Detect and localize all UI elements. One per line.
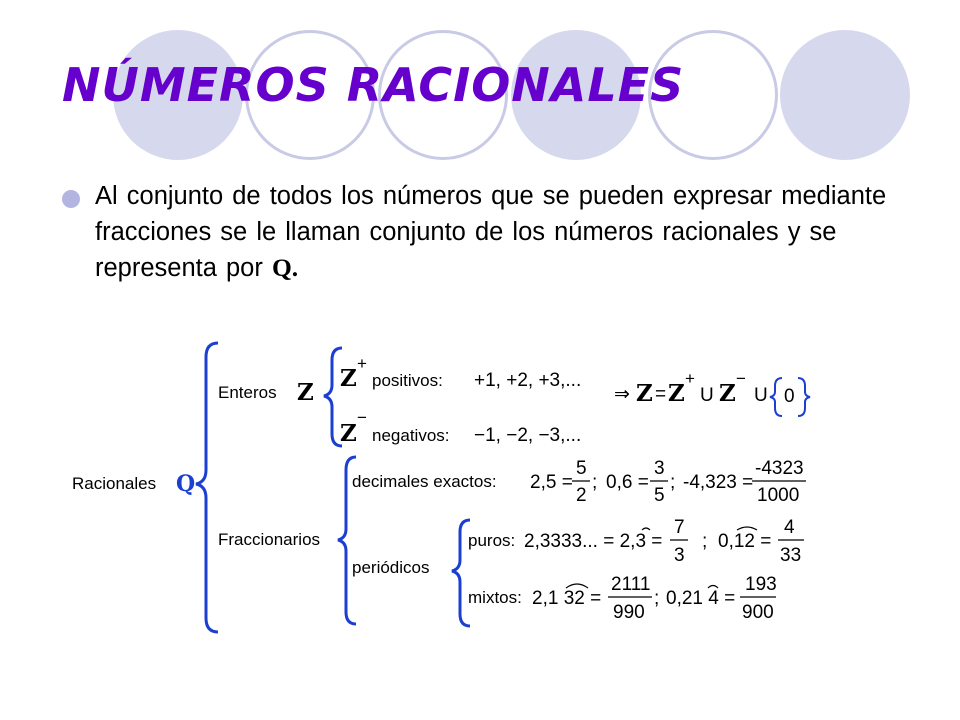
- main-brace: [196, 343, 218, 632]
- racionales-label: Racionales: [72, 474, 157, 493]
- periodicos-label: periódicos: [352, 558, 430, 577]
- zero-set-left-brace: [770, 378, 782, 416]
- minus-superscript-union: −: [736, 369, 746, 388]
- puros-period-arc1: [642, 528, 650, 530]
- dec1-num: 5: [576, 458, 587, 479]
- dec1-den: 2: [576, 485, 587, 506]
- dec2-left: 0,6 =: [606, 472, 649, 493]
- mixtos-expr2: 0,21 4 =: [666, 588, 736, 609]
- implies-icon: ⇒: [614, 384, 630, 405]
- puros-den2: 33: [780, 545, 802, 566]
- mixtos-num1: 2111: [611, 574, 651, 595]
- mixtos-num2: 193: [745, 574, 777, 595]
- dec3-left: -4,323 =: [683, 472, 754, 493]
- dec2-num: 3: [654, 458, 665, 479]
- z-set-symbol: Z: [297, 379, 314, 406]
- puros-den1: 3: [674, 545, 685, 566]
- mixtos-label: mixtos:: [468, 588, 522, 607]
- z-union-symbol: Z: [636, 380, 653, 407]
- mixtos-den2: 900: [742, 602, 774, 623]
- mixtos-expr1: 2,1 32 =: [532, 588, 602, 609]
- negativos-label: negativos:: [372, 426, 450, 445]
- bullet-body: Al conjunto de todos los números que se pueden expresar mediante fracciones se le llaman conjunto de los números racionales y se representa por: [95, 182, 887, 282]
- z-plus-union: Z: [668, 380, 685, 407]
- dec1-left: 2,5 =: [530, 472, 573, 493]
- dec2-den: 5: [654, 485, 665, 506]
- mixtos-semicolon: ;: [654, 588, 660, 609]
- puros-period-arc2: [737, 527, 757, 530]
- z-minus-union: Z: [719, 380, 736, 407]
- dec1-semicolon: ;: [592, 472, 598, 493]
- fraccionarios-label: Fraccionarios: [218, 530, 321, 549]
- puros-label: puros:: [468, 531, 516, 550]
- z-minus-symbol: Z: [340, 420, 357, 447]
- positivos-values: +1, +2, +3,...: [474, 370, 582, 391]
- union-equals: =: [655, 384, 667, 405]
- dec3-den: 1000: [757, 485, 800, 506]
- mixtos-den1: 990: [613, 602, 645, 623]
- puros-num1: 7: [674, 517, 685, 538]
- z-plus-symbol: Z: [340, 365, 357, 392]
- zero-element: 0: [784, 386, 795, 407]
- q-symbol: Q.: [271, 253, 299, 282]
- positivos-label: positivos:: [372, 371, 443, 390]
- puros-semicolon: ;: [702, 531, 708, 552]
- slide-title: NÚMEROS RACIONALES: [62, 58, 685, 112]
- negativos-values: −1, −2, −3,...: [474, 425, 582, 446]
- puros-expr2: 0,12 =: [718, 531, 772, 552]
- dec3-num: -4323: [755, 458, 804, 479]
- plus-superscript-union: +: [685, 369, 695, 388]
- decimales-label: decimales exactos:: [352, 472, 497, 491]
- enteros-label: Enteros: [218, 383, 277, 402]
- plus-superscript: +: [357, 354, 367, 373]
- union-sign-1: U: [700, 385, 714, 406]
- union-sign-2: U: [754, 385, 768, 406]
- dec2-semicolon: ;: [670, 472, 676, 493]
- zero-set-right-brace: [798, 378, 810, 416]
- puros-num2: 4: [784, 517, 795, 538]
- q-set-symbol: Q: [176, 471, 196, 497]
- puros-expr1: 2,3333... = 2,3 =: [524, 531, 663, 552]
- minus-superscript: −: [357, 408, 367, 427]
